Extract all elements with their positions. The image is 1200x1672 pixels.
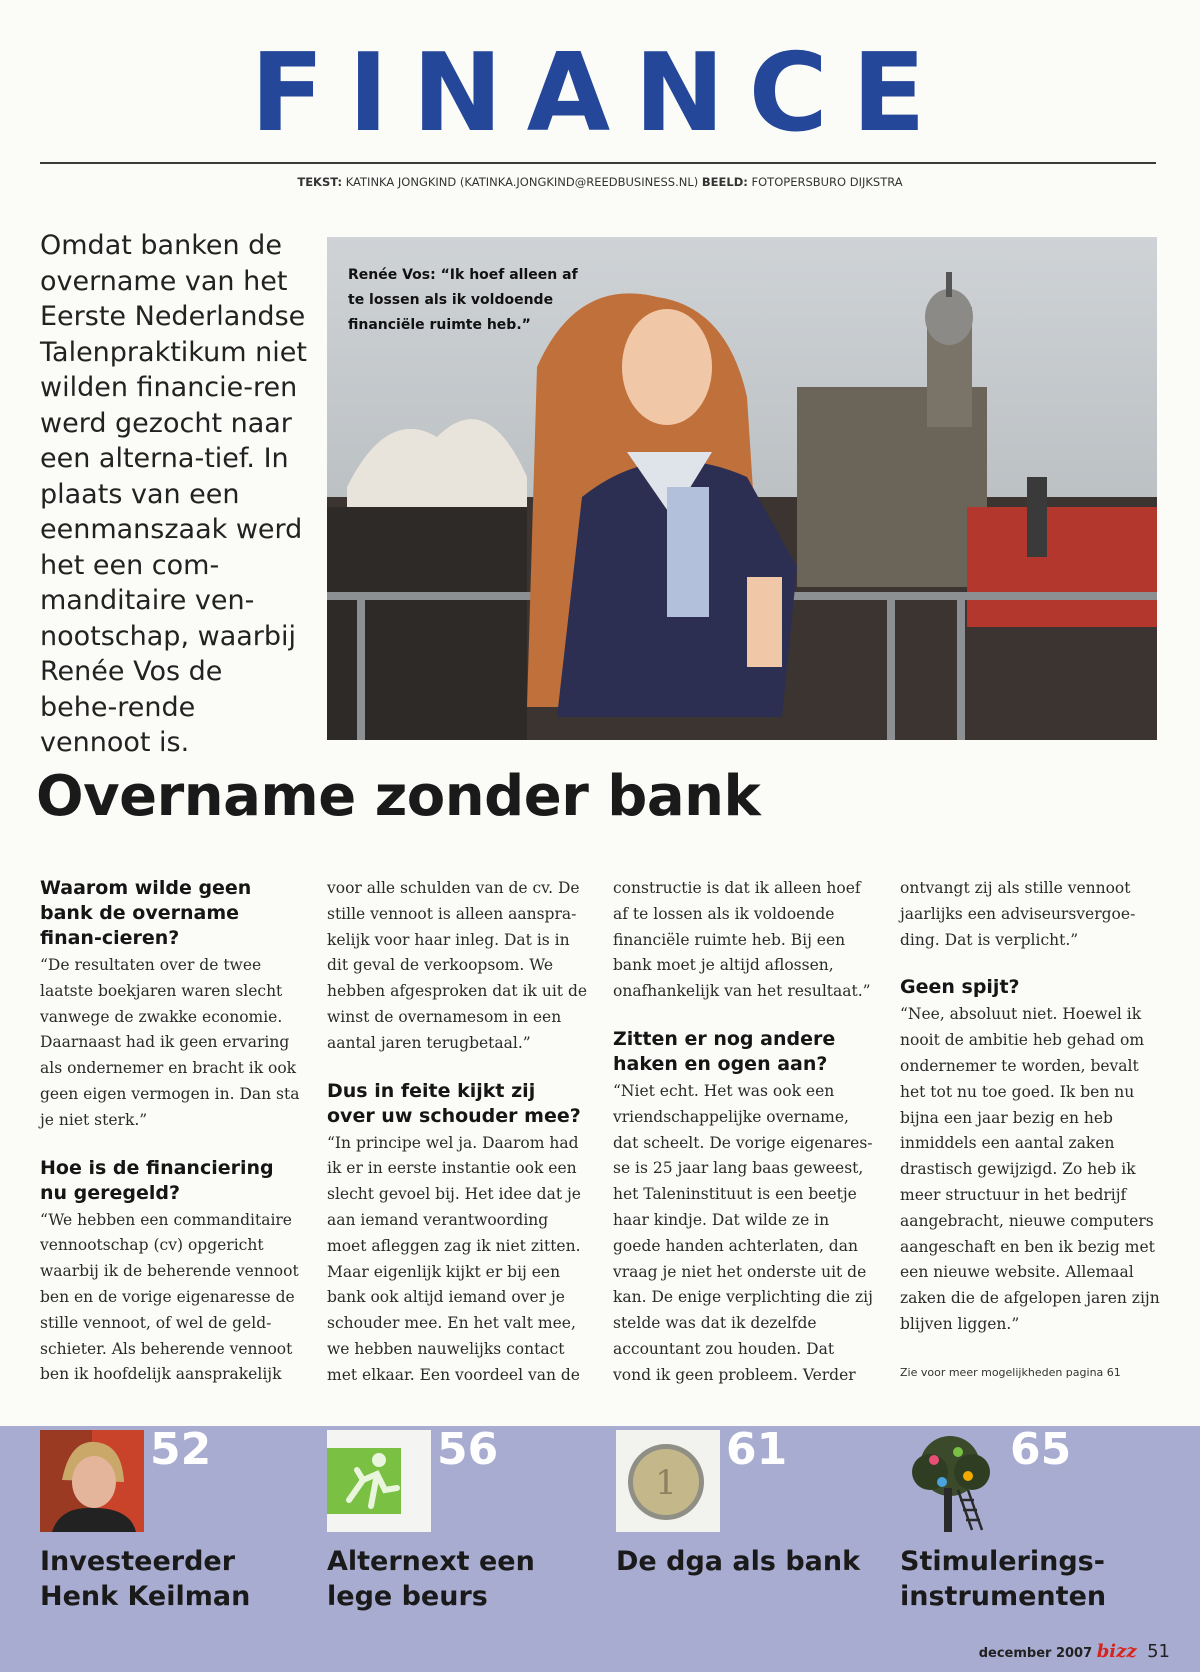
credits-photo-label: BEELD: — [701, 175, 748, 189]
page-number: 51 — [1147, 1641, 1170, 1662]
question-heading: Hoe is de financiering nu geregeld? — [40, 1156, 274, 1204]
answer-paragraph: “Nee, absoluut niet. Hoewel ik nooit de ambitie heb gehad om ondernemer te worden, bevalt het tot nu toe goed. Ik ben nu bijna een jaar bezig en heb inmiddels een aantal zaken drastisch gewijzigd. Zo heb ik meer structuur in het bedrijf aangebracht, nieuwe computers aangeschaft en ben ik bezig met een nieuwe website. Allemaal zaken die de afgelopen jaren zijn blijven liggen.” — [900, 1005, 1160, 1333]
answer-paragraph: “De resultaten over de twee laatste boekjaren waren slecht vanwege de zwakke economie. Daarnaast had ik geen ervaring als ondernemer en bracht ik ook geen eigen vermogen in. Dan sta je niet sterk.” — [40, 956, 300, 1129]
article-column-1 — [40, 876, 302, 1410]
teaser-item[interactable] — [40, 1426, 310, 1672]
issue-date: december 2007 — [978, 1646, 1093, 1661]
answer-paragraph: “We hebben een commanditaire vennootschap (cv) opgericht waarbij ik de beherende vennoot ben en de vorige eigenaresse de stille vennoot, of wel de geld-schieter. Als beherende vennoot ben ik hoofdelijk aansprakelijk — [40, 1210, 299, 1384]
teaser-thumbnail-coin — [616, 1430, 720, 1532]
reference-note: Zie voor meer mogelijkheden pagina 61 — [900, 1365, 1121, 1379]
question-heading: Dus in feite kijkt zij over uw schouder mee? — [327, 1079, 581, 1127]
section-title: FINANCE — [250, 31, 950, 156]
credits-text-value: KATINKA JONGKIND (KATINKA.JONGKIND@REEDBUSINESS.NL) — [345, 175, 699, 189]
photo-caption: Renée Vos: “Ik hoef alleen af te lossen als ik voldoende financiële ruimte heb.” — [348, 267, 578, 333]
page-footer — [979, 1641, 1170, 1662]
teaser-page-number: 65 — [1010, 1424, 1072, 1475]
teaser-page-number: 56 — [437, 1424, 499, 1475]
answer-paragraph: “Niet echt. Het was ook een vriendschappelijke overname, dat scheelt. De vorige eigenares-se is 25 jaar lang baas geweest, het Taleninstituut is een beetje haar kindje. Dat wilde ze in goede handen achterlaten, dan vraag je niet het onderste uit de kan. De enige verplichting die zij stelde was dat ik dezelfde accountant zou houden. Dat vond ik geen probleem. Verder — [613, 1081, 873, 1384]
answer-paragraph: constructie is dat ik alleen hoef af te lossen als ik voldoende financiële ruimte heb. Bij een bank moet je altijd aflossen, onafhankelijk van het resultaat.” — [613, 879, 871, 1001]
teaser-title: De dga als bank — [616, 1546, 861, 1577]
article-column-4 — [900, 876, 1162, 1386]
teaser-thumbnail-investor — [40, 1430, 144, 1532]
answer-paragraph: voor alle schulden van de cv. De stille vennoot is alleen aanspra-kelijk voor haar inleg. Dat is in dit geval de verkoopsom. We hebben afgesproken dat ik uit de winst de overnamesom in een aantal jaren terugbetaal.” — [327, 879, 588, 1052]
teaser-item[interactable] — [616, 1426, 886, 1672]
answer-paragraph: ontvangt zij als stille vennoot jaarlijks een adviseursvergoe-ding. Dat is verplicht.” — [900, 879, 1136, 949]
teaser-band — [0, 1426, 1200, 1672]
teaser-item[interactable] — [327, 1426, 597, 1672]
article-headline: Overname zonder bank — [36, 764, 761, 829]
teaser-title: Stimulerings-instrumenten — [900, 1546, 1107, 1612]
portrait-photo — [327, 237, 1157, 740]
teaser-item[interactable] — [900, 1426, 1170, 1672]
credits-photo-value: FOTOPERSBURO DIJKSTRA — [751, 175, 903, 189]
question-heading: Waarom wilde geen bank de overname finan-cieren? — [40, 877, 252, 949]
magazine-brand: bizz — [1096, 1641, 1137, 1662]
answer-paragraph: “In principe wel ja. Daarom had ik er in eerste instantie ook een slecht gevoel bij. Het idee dat je aan iemand verantwoording moet afleggen zag ik niet zitten. Maar eigenlijk kijkt er bij een bank ook altijd iemand over je schouder mee. En het valt mee, we hebben nauwelijks contact met elkaar. Een voordeel van de — [327, 1133, 581, 1384]
intro-text: Omdat banken de overname van het Eerste Nederlandse Talenpraktikum niet wilden financie-ren werd gezocht naar een alterna-tief. In plaats van een eenmanszaak werd het een com-manditaire ven-nootschap, waarbij Renée Vos de behe-rende vennoot is. — [40, 230, 307, 758]
teaser-title: Investeerder Henk Keilman — [40, 1546, 251, 1612]
teaser-thumbnail-exit-sign — [327, 1430, 431, 1532]
article-column-2 — [327, 876, 589, 1411]
teaser-title: Alternext een lege beurs — [327, 1546, 535, 1612]
teaser-thumbnail-money-tree — [900, 1430, 1004, 1532]
question-heading: Zitten er nog andere haken en ogen aan? — [613, 1027, 836, 1075]
teaser-page-number: 52 — [150, 1424, 212, 1475]
question-heading: Geen spijt? — [900, 976, 1020, 999]
credits-text-label: TEKST: — [297, 175, 343, 189]
svg-text:1: 1 — [655, 1463, 677, 1503]
teaser-page-number: 61 — [726, 1424, 788, 1475]
title-rule — [40, 162, 1156, 164]
credits-line — [0, 175, 1200, 189]
article-column-3 — [613, 876, 875, 1411]
